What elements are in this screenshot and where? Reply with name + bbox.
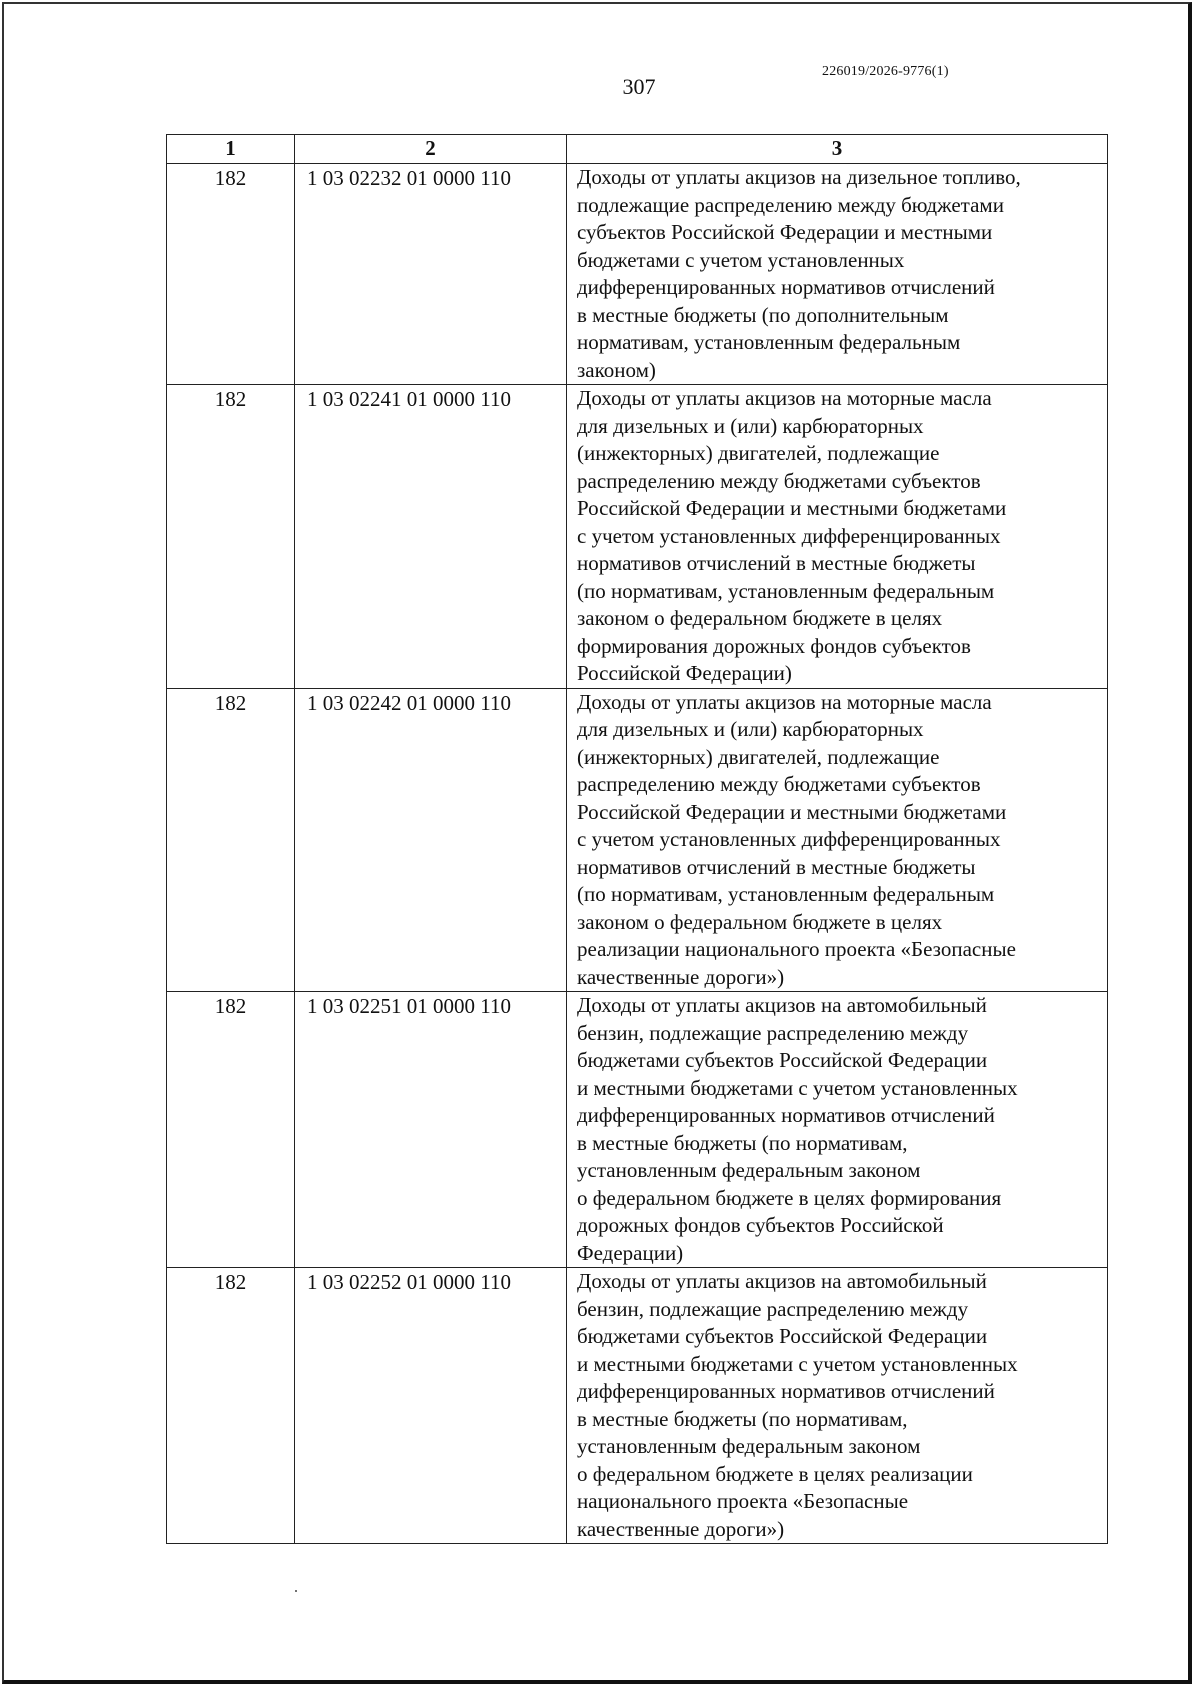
table-header-row [167, 135, 1108, 164]
description-line: Российской Федерации и местными бюджетами [577, 496, 1007, 520]
description-line: (инжекторных) двигателей, подлежащие [577, 744, 940, 769]
table-row [167, 1268, 1108, 1544]
income-description-cell [567, 1268, 1108, 1544]
description-line: (по нормативам, установленным федеральным [577, 578, 995, 603]
description-line: качественные дороги») [577, 1516, 785, 1541]
description-line: законом) [577, 357, 656, 382]
table-row [167, 992, 1108, 1268]
description-line: нормативам, установленным федеральным [577, 330, 961, 354]
description-line: подлежащие распределению между бюджетами [577, 192, 1004, 217]
table-row [167, 688, 1108, 992]
description-line: распределению между бюджетами субъектов [577, 468, 981, 493]
description-line: бензин, подлежащие распределению между [577, 1296, 969, 1321]
income-description-cell [567, 164, 1108, 385]
scan-speck [295, 1590, 297, 1592]
description-line: установленным федеральным законом [577, 1158, 921, 1182]
description-line: национального проекта «Безопасные [577, 1489, 909, 1513]
description-line: бензин, подлежащие распределению между [577, 1020, 969, 1045]
table-row [167, 385, 1108, 689]
income-codes-table [166, 134, 1108, 1544]
description-line: формирования дорожных фондов субъектов [577, 633, 971, 658]
description-line: субъектов Российской Федерации и местными [577, 220, 993, 244]
header-col-3: 3 [567, 135, 1108, 164]
admin-code-cell: 182 [167, 385, 295, 689]
income-description-cell [567, 688, 1108, 992]
table-row [167, 164, 1108, 385]
description-line: бюджетами субъектов Российской Федерации [577, 1324, 988, 1348]
header-col-2: 2 [295, 135, 567, 164]
description-line: о федеральном бюджете в целях формирования [577, 1185, 1002, 1210]
description-line: и местными бюджетами с учетом установленных [577, 1075, 1018, 1100]
description-line: для дизельных и (или) карбюраторных [577, 717, 924, 741]
budget-classification-code-cell: 1 03 02241 01 0000 110 [295, 385, 567, 689]
description-line: бюджетами субъектов Российской Федерации [577, 1048, 988, 1072]
description-line: (по нормативам, установленным федеральным [577, 882, 995, 906]
description-line: дифференцированных нормативов отчислений [577, 275, 995, 299]
description-line: распределению между бюджетами субъектов [577, 772, 981, 796]
budget-classification-code-cell: 1 03 02232 01 0000 110 [295, 164, 567, 385]
description-line: Доходы от уплаты акцизов на автомобильный [577, 1269, 987, 1293]
description-line: в местные бюджеты (по нормативам, [577, 1406, 908, 1431]
description-line: нормативов отчислений в местные бюджеты [577, 551, 976, 575]
description-line: Российской Федерации) [577, 661, 792, 685]
description-line: в местные бюджеты (по нормативам, [577, 1130, 908, 1155]
description-line: установленным федеральным законом [577, 1434, 921, 1458]
budget-classification-code-cell: 1 03 02251 01 0000 110 [295, 992, 567, 1268]
page-number: 307 [622, 74, 656, 99]
description-line: нормативов отчислений в местные бюджеты [577, 854, 976, 879]
description-line: для дизельных и (или) карбюраторных [577, 413, 924, 438]
description-line: качественные дороги») [577, 964, 785, 989]
description-line: реализации национального проекта «Безопасные [577, 937, 1016, 961]
description-line: законом о федеральном бюджете в целях [577, 909, 943, 934]
document-id: 226019/2026-9776(1) [822, 64, 949, 79]
description-line: с учетом установленных дифференцированных [577, 827, 1001, 851]
admin-code-cell: 182 [167, 688, 295, 992]
budget-classification-code-cell: 1 03 02252 01 0000 110 [295, 1268, 567, 1544]
description-line: о федеральном бюджете в целях реализации [577, 1461, 973, 1486]
description-line: законом о федеральном бюджете в целях [577, 606, 943, 630]
income-description-cell [567, 385, 1108, 689]
description-line: Доходы от уплаты акцизов на автомобильный [577, 993, 987, 1017]
description-line: Доходы от уплаты акцизов на дизельное топливо, [577, 165, 1021, 189]
description-line: дифференцированных нормативов отчислений [577, 1379, 995, 1403]
description-line: в местные бюджеты (по дополнительным [577, 302, 949, 327]
description-line: Российской Федерации и местными бюджетами [577, 799, 1007, 824]
description-line: с учетом установленных дифференцированных [577, 523, 1001, 548]
description-line: дорожных фондов субъектов Российской [577, 1213, 944, 1237]
description-line: Доходы от уплаты акцизов на моторные масла [577, 689, 992, 714]
budget-classification-code-cell: 1 03 02242 01 0000 110 [295, 688, 567, 992]
description-line: Доходы от уплаты акцизов на моторные масла [577, 386, 992, 410]
admin-code-cell: 182 [167, 1268, 295, 1544]
income-description-cell [567, 992, 1108, 1268]
header-col-1: 1 [167, 135, 295, 164]
description-line: Федерации) [577, 1240, 684, 1265]
description-line: (инжекторных) двигателей, подлежащие [577, 441, 940, 465]
admin-code-cell: 182 [167, 164, 295, 385]
description-line: и местными бюджетами с учетом установленных [577, 1351, 1018, 1376]
admin-code-cell: 182 [167, 992, 295, 1268]
description-line: бюджетами с учетом установленных [577, 247, 905, 272]
description-line: дифференцированных нормативов отчислений [577, 1103, 995, 1127]
